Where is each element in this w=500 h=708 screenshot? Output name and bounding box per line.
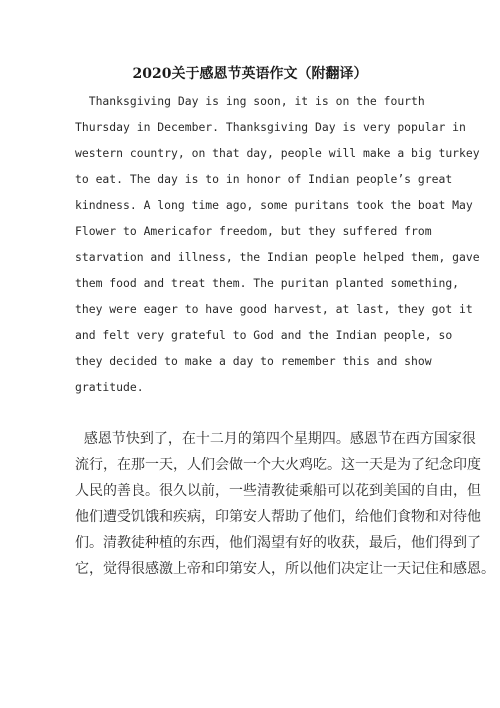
english-line: kindness. A long time ago, some puritans took the boat May — [75, 198, 473, 212]
english-line: starvation and illness, the Indian people helped them, gave — [75, 250, 480, 264]
english-line: western country, on that day, people will make a big turkey — [75, 146, 480, 160]
english-line: them food and treat them. The puritan planted something, — [75, 276, 460, 290]
document-title: 2020关于感恩节英语作文（附翻译） — [132, 66, 368, 82]
english-line: Thursday in December. Thanksgiving Day is very popular in — [75, 120, 466, 134]
english-line: gratitude. — [75, 380, 144, 394]
english-line: and felt very grateful to God and the Indian people, so — [75, 328, 453, 342]
chinese-line: 们。清教徒种植的东西，他们渴望有好的收获，最后，他们得到了 — [75, 535, 481, 551]
chinese-line: 他们遭受饥饿和疾病，印第安人帮助了他们，给他们食物和对待他 — [75, 509, 481, 525]
chinese-line: 感恩节快到了，在十二月的第四个星期四。感恩节在西方国家很 — [75, 431, 476, 447]
english-line: they decided to make a day to remember this and show — [75, 354, 432, 368]
english-line: to eat. The day is to in honor of Indian people’s great — [75, 172, 453, 186]
english-line: they were eager to have good harvest, at last, they got it — [75, 302, 473, 316]
chinese-line: 流行，在那一天，人们会做一个大火鸡吃。这一天是为了纪念印度 — [75, 457, 481, 473]
chinese-line: 人民的善良。很久以前，一些清教徒乘船可以花到美国的自由，但 — [75, 483, 481, 499]
english-line: Thanksgiving Day is ing soon, it is on the fourth — [75, 94, 425, 108]
english-line: Flower to Americafor freedom, but they suffered from — [75, 224, 432, 238]
chinese-line: 它，觉得很感激上帝和印第安人，所以他们决定让一天记住和感恩。 — [75, 561, 495, 577]
